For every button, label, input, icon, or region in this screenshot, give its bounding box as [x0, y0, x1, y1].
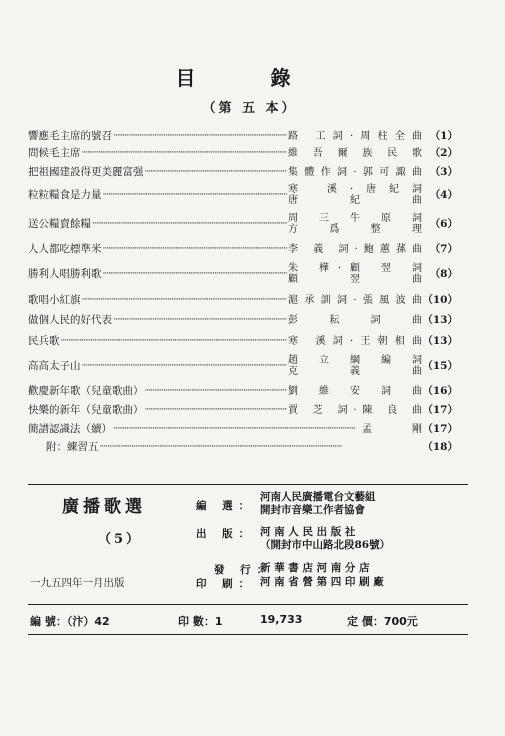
editor-label: 編 選：	[196, 500, 256, 512]
toc-author: 集體作詞·郭可諏曲	[288, 166, 422, 178]
toc-title: 粒粒糧食是力量	[28, 188, 102, 201]
toc-author	[288, 263, 422, 285]
toc-page: （2）	[429, 147, 458, 159]
toc-title: 歌唱小紅旗	[28, 293, 81, 306]
publisher-line: 河 南 人 民 出 版 社	[260, 526, 356, 538]
toc-entry	[28, 240, 458, 258]
publisher-line: （開封市中山路北段86號）	[260, 539, 391, 551]
toc-title: 把祖國建設得更美麗富强	[28, 165, 144, 178]
toc-author-line: 克 義 曲	[288, 366, 422, 377]
toc-author: 彭 耘 詞 曲	[288, 315, 422, 326]
toc-entry	[28, 331, 458, 351]
middle-rule	[28, 604, 468, 605]
toc-author: 路 工詞·周柱全曲	[288, 131, 422, 142]
toc-title: 民兵歌	[28, 334, 60, 347]
toc-author	[288, 213, 422, 235]
price: 定 價：700元	[347, 615, 418, 628]
toc-entry	[28, 258, 458, 290]
leader-dots	[61, 335, 288, 348]
toc-author-line: 朱 樺·顧 翌 詞	[288, 263, 422, 274]
publisher-label: 出 版：	[196, 528, 256, 540]
toc-title: 高高太子山	[28, 359, 81, 372]
colophon	[28, 492, 468, 607]
toc-author-line: 顧 翌 曲	[288, 274, 422, 285]
toc-author: 滬承訓詞·張風波曲	[288, 294, 422, 306]
toc-entry	[28, 438, 458, 456]
page-title: 目 錄	[175, 66, 325, 90]
code-number: 編 號：（汴）42	[30, 615, 110, 628]
volume-subtitle: （第 五 本）	[202, 101, 298, 116]
toc-entry	[28, 128, 458, 145]
toc-title: 人人都吃標準米	[28, 242, 102, 255]
toc-entry	[28, 351, 458, 381]
distributor-value: 新 華 書 店 河 南 分 店	[260, 562, 370, 574]
toc-page: （18）	[422, 440, 458, 453]
toc-title: 快樂的新年（兒童歌曲）	[28, 404, 144, 416]
toc-page: （3）	[429, 165, 458, 178]
leader-dots	[145, 166, 288, 179]
editor-line: 河南人民廣播電台文藝組	[260, 491, 376, 503]
toc-page: （10）	[422, 293, 458, 306]
volume-number: （5）	[98, 532, 143, 547]
print-count: 19,733	[260, 613, 303, 626]
toc-entry	[28, 145, 458, 162]
toc-author: 維 吾 爾 族 民 歌	[288, 148, 422, 159]
toc-page: （7）	[429, 242, 458, 255]
toc-author-line: 唐 紀 曲	[288, 195, 422, 206]
toc-title: 問候毛主席	[28, 147, 81, 159]
leader-dots	[113, 423, 361, 436]
distributor-label: 發 行：	[214, 564, 274, 576]
leader-dots	[145, 404, 288, 417]
toc-page: （17）	[422, 404, 458, 416]
leader-dots	[82, 147, 288, 160]
top-rule	[28, 484, 468, 485]
toc-author: 孟 剛	[362, 423, 422, 435]
leader-dots	[100, 441, 422, 454]
leader-dots	[103, 189, 288, 202]
editor-line: 開封市音樂工作者協會	[260, 504, 365, 516]
toc-entry	[28, 381, 458, 401]
toc-author	[288, 355, 422, 377]
toc-title: 響應毛主席的號召	[28, 130, 112, 142]
print-count-label: 印 數：1	[178, 615, 223, 628]
toc-author-line: 趙 立 綱 編 詞	[288, 355, 422, 366]
toc-author: 寒 溪詞·王朝相曲	[288, 335, 422, 347]
toc-page: （6）	[429, 217, 458, 230]
toc-entry	[28, 420, 458, 438]
toc-author-line: 周 三 牛 原 詞	[288, 213, 422, 224]
toc-author: 賈 芝 詞·陳 良 曲	[288, 405, 422, 416]
printer-value: 河 南 省 營 第 四 印 刷 廠	[260, 576, 384, 588]
leader-dots	[103, 243, 288, 256]
leader-dots	[145, 385, 288, 398]
toc-entry	[28, 162, 458, 182]
leader-dots	[113, 130, 287, 143]
toc-author-line: 寒 溪·唐紀詞	[288, 184, 422, 195]
publication-name: 廣播歌選	[62, 497, 146, 517]
toc-author	[288, 184, 422, 206]
toc-entry	[28, 401, 458, 420]
table-of-contents	[28, 128, 458, 456]
toc-title: 做個人民的好代表	[28, 314, 112, 326]
toc-title: 附：練習五	[46, 440, 99, 453]
printer-label: 印 刷：	[196, 578, 256, 590]
toc-page: （13）	[422, 314, 458, 326]
bottom-rule	[28, 634, 468, 635]
toc-page: （4）	[429, 188, 458, 201]
toc-entry	[28, 182, 458, 208]
toc-entry	[28, 290, 458, 310]
toc-title: 勝利人唱勝利歌	[28, 267, 102, 280]
publish-date: 一九五四年一月出版	[30, 577, 125, 589]
toc-page: （13）	[422, 334, 458, 347]
leader-dots	[113, 314, 287, 327]
leader-dots	[82, 294, 288, 307]
toc-entry	[28, 310, 458, 331]
toc-page: （17）	[422, 422, 458, 435]
toc-page: （15）	[422, 359, 458, 372]
toc-title: 簡譜認識法（續）	[28, 422, 112, 435]
toc-page: （1）	[429, 130, 458, 142]
toc-author: 李 義 詞·鮑蕙蓀曲	[288, 243, 422, 255]
toc-entry	[28, 208, 458, 240]
toc-author: 劉 維 安 詞 曲	[288, 385, 422, 397]
toc-title: 送公糧賣餘糧	[28, 217, 91, 230]
leader-dots	[82, 360, 288, 373]
leader-dots	[92, 218, 287, 231]
publisher-value	[260, 526, 390, 552]
leader-dots	[103, 268, 288, 281]
toc-author-line: 方 爲 整 理	[288, 224, 422, 235]
toc-title: 歡慶新年歌（兒童歌曲）	[28, 384, 144, 397]
editor-value	[260, 491, 376, 517]
toc-page: （8）	[429, 267, 458, 280]
toc-page: （16）	[422, 384, 458, 397]
